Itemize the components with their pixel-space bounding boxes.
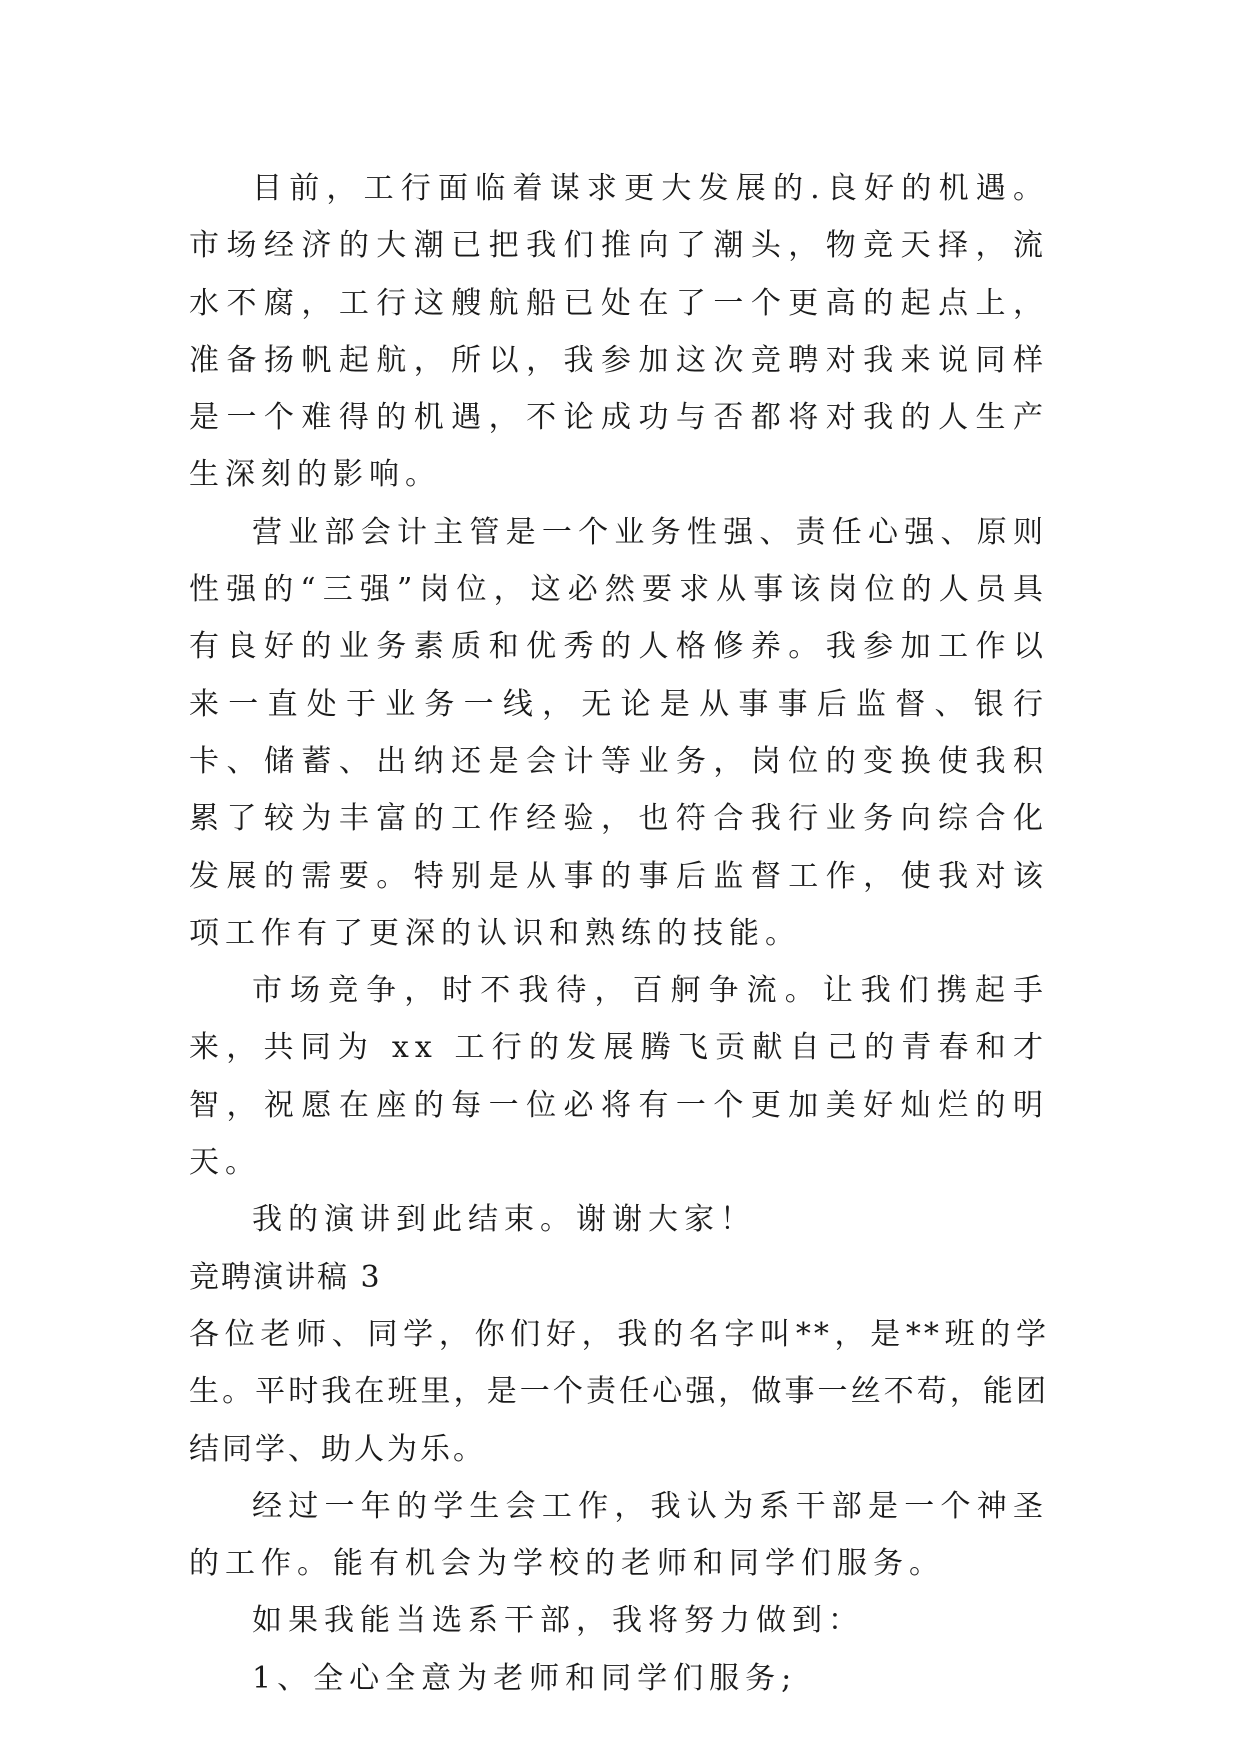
- paragraph-self-introduction: 各位老师、同学，你们好，我的名字叫**，是**班的学生。平时我在班里，是一个责任心强，做事一丝不苟，能团结同学、助人为乐。: [189, 1316, 1049, 1467]
- list-item-1: 1、全心全意为老师和同学们服务;: [252, 1660, 798, 1696]
- paragraph-student-union: 经过一年的学生会工作，我认为系干部是一个神圣的工作。能有机会为学校的老师和同学们服务。: [189, 1488, 1049, 1582]
- paragraph-accounting-supervisor: 营业部会计主管是一个业务性强、责任心强、原则性强的“三强”岗位，这必然要求从事该岗位的人员具有良好的业务素质和优秀的人格修养。我参加工作以来一直处于业务一线，无论是从事事后监督、银行卡、储蓄、出纳还是会计等业务，岗位的变换使我积累了较为丰富的工作经验，也符合我行业务向综合化发展的需要。特别是从事的事后监督工作，使我对该项工作有了更深的认识和熟练的技能。: [189, 514, 1049, 951]
- section-title: 竞聘演讲稿 3: [189, 1259, 382, 1295]
- document-body: [189, 160, 1049, 1707]
- paragraph-market-competition: 市场竞争，时不我待，百舸争流。让我们携起手来，共同为 xx 工行的发展腾飞贡献自己的青春和才智，祝愿在座的每一位必将有一个更加美好灿烂的明天。: [189, 973, 1049, 1181]
- paragraph-commitment: 如果我能当选系干部，我将努力做到：: [252, 1603, 864, 1639]
- paragraph-closing: 我的演讲到此结束。谢谢大家！: [252, 1202, 756, 1238]
- paragraph-opportunity: 目前，工行面临着谋求更大发展的.良好的机遇。市场经济的大潮已把我们推向了潮头，物竞天择，流水不腐，工行这艘航船已处在了一个更高的起点上，准备扬帆起航，所以，我参加这次竞聘对我来说同样是一个难得的机遇，不论成功与否都将对我的人生产生深刻的影响。: [189, 171, 1049, 493]
